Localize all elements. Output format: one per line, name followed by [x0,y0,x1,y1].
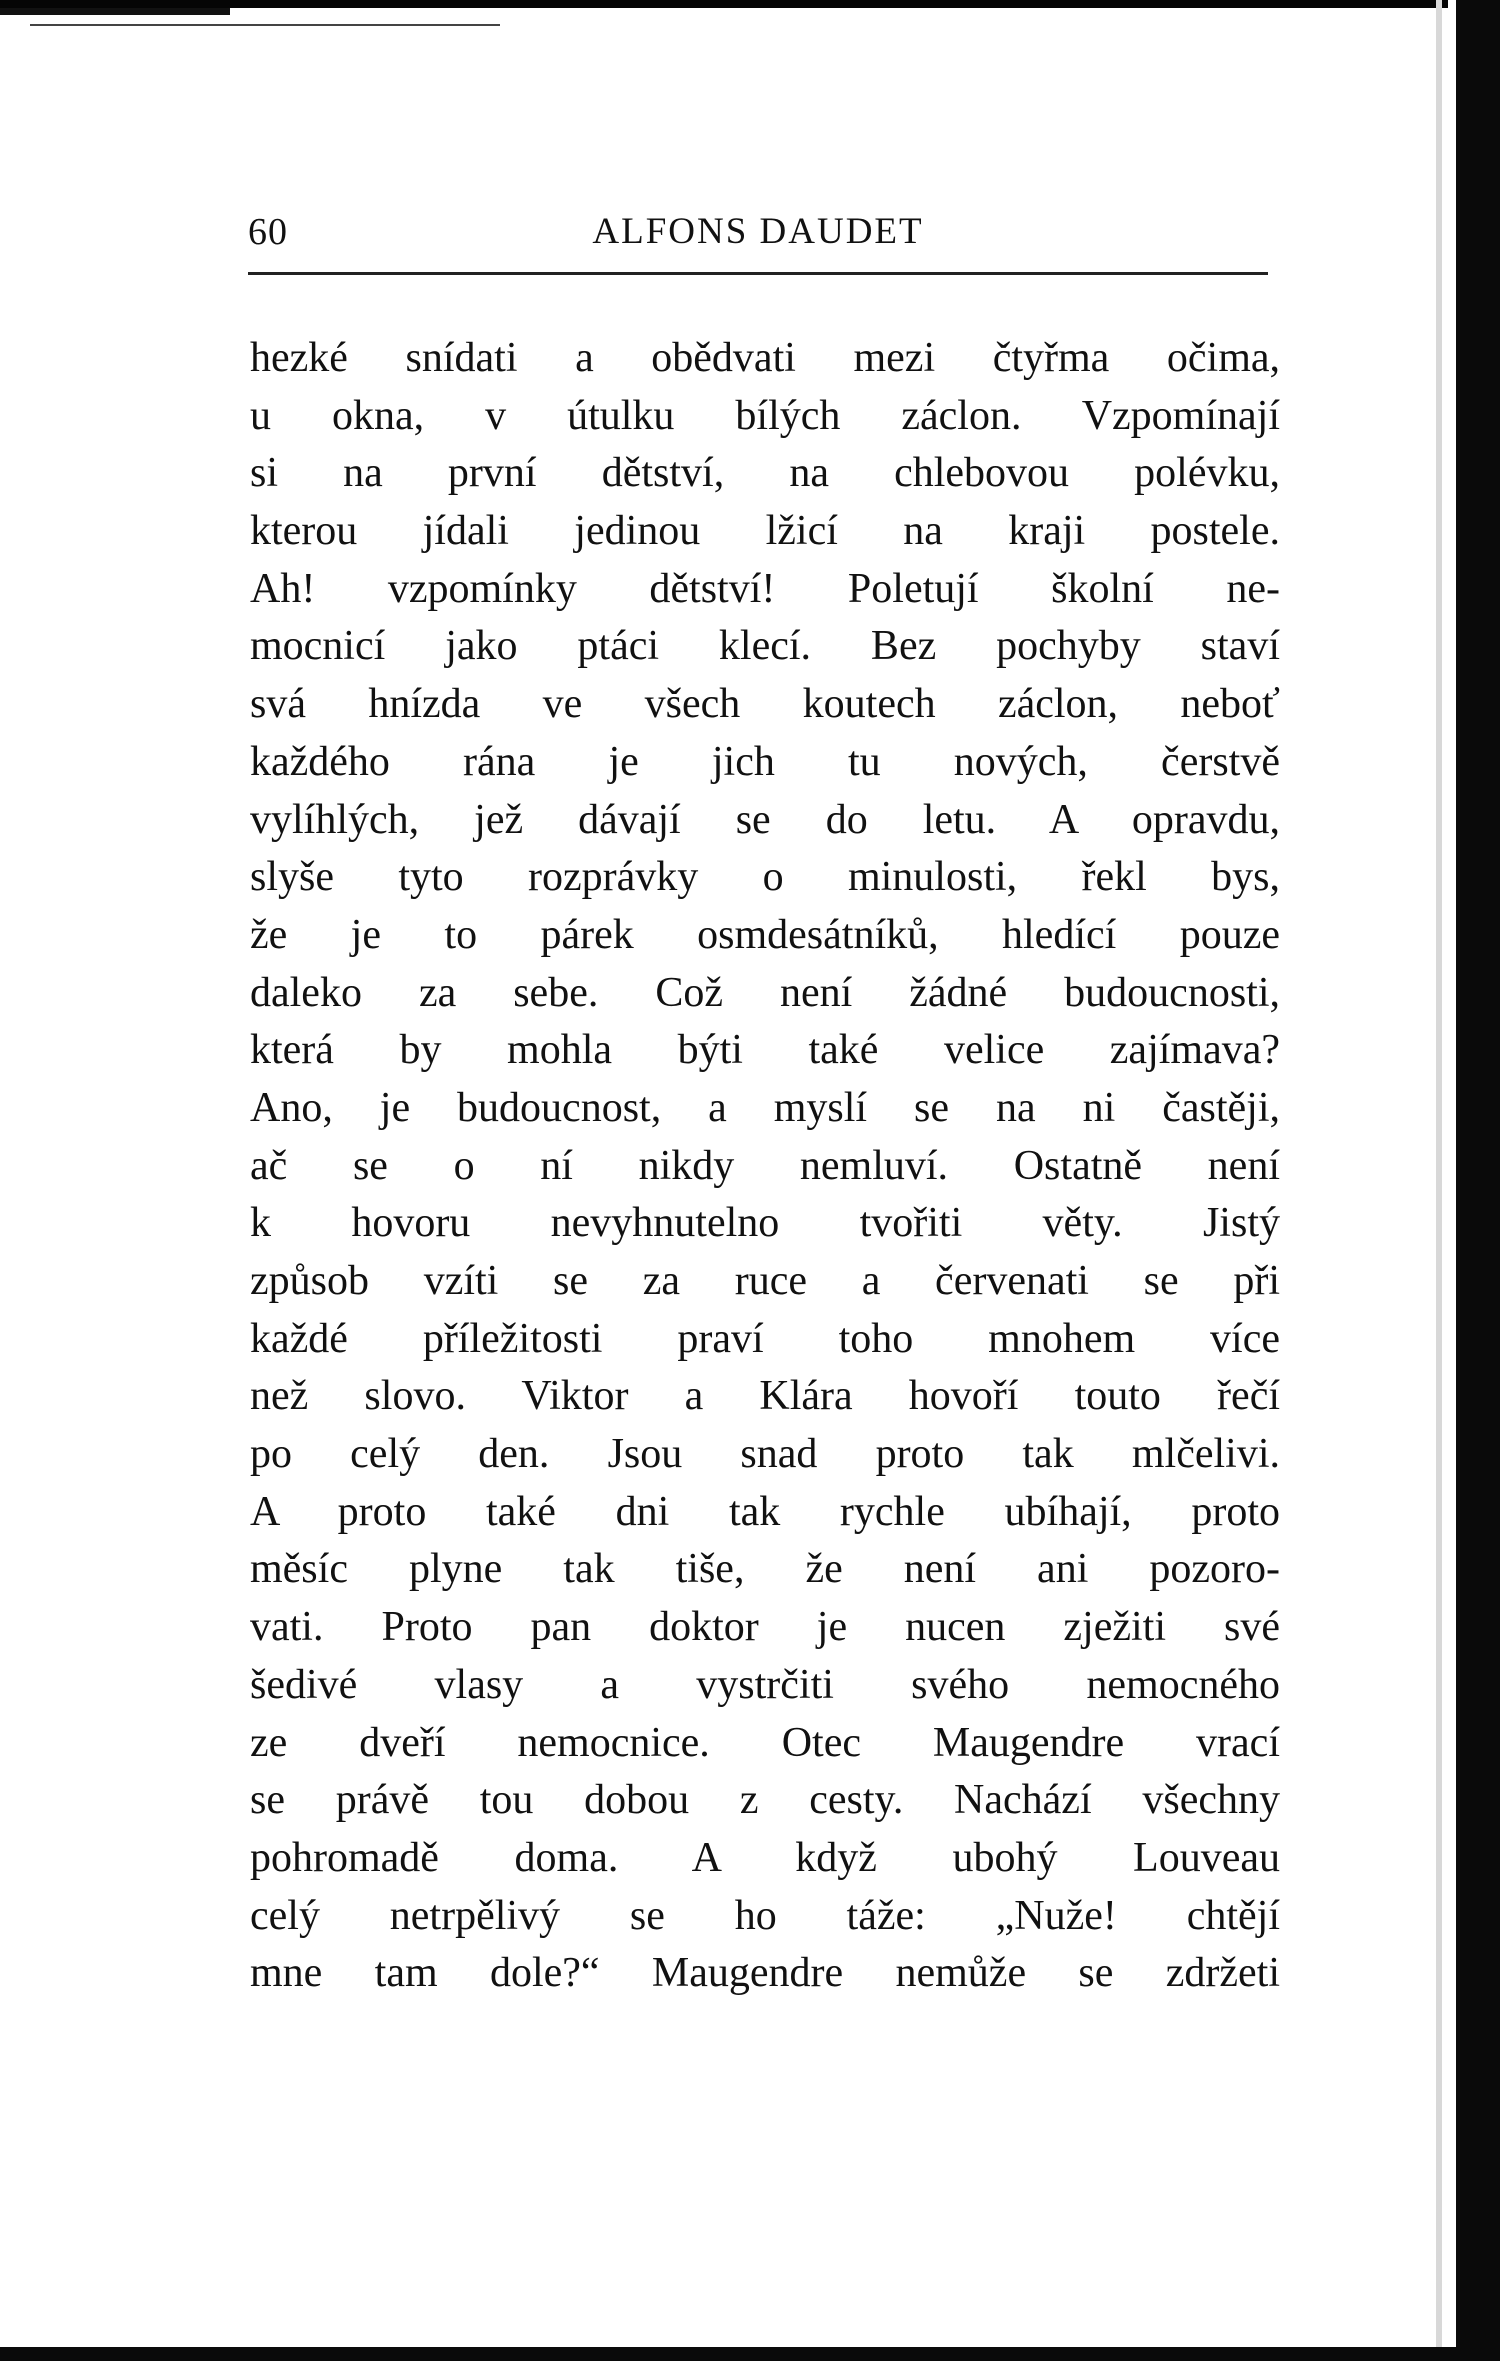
page-number: 60 [248,211,288,253]
text-line: kterou jídali jedinou lžicí na kraji postele. [250,508,1280,555]
text-line: po celý den. Jsou snad proto tak mlčelivi. [250,1431,1280,1478]
text-line: hezké snídati a obědvati mezi čtyřma očima, [250,335,1280,381]
scan-border-bottom [0,2347,1500,2361]
text-line: způsob vzíti se za ruce a červenati se při [250,1258,1280,1304]
text-line: která by mohla býti také velice zajímava? [250,1027,1280,1074]
text-line: vati. Proto pan doktor je nucen zježiti své [250,1604,1280,1651]
text-line: že je to párek osmdesátníků, hledící pouze [250,911,1280,958]
text-line: k hovoru nevyhnutelno tvořiti věty. Jistý [250,1200,1280,1247]
text-line: se právě tou dobou z cesty. Nachází všechny [250,1777,1280,1824]
text-line: měsíc plyne tak tiše, že není ani pozoro- [250,1546,1280,1593]
text-line: ač se o ní nikdy nemluví. Ostatně není [250,1142,1280,1189]
scan-border-right [1448,0,1500,2361]
text-line: slyše tyto rozprávky o minulosti, řekl bys, [250,854,1280,901]
text-line: vylíhlých, jež dávají se do letu. A opravdu, [250,796,1280,843]
running-title: ALFONS DAUDET [592,211,924,252]
text-line: daleko za sebe. Což není žádné budoucnosti, [250,969,1280,1016]
text-line: šedivé vlasy a vystrčiti svého nemocného [250,1661,1280,1708]
text-line: mocnicí jako ptáci klecí. Bez pochyby staví [250,623,1280,670]
text-line: mne tam dole?“ Maugendre nemůže se zdržeti [250,1950,1280,1997]
text-line: pohromadě doma. A když ubohý Louveau [250,1834,1280,1881]
text-line: Ano, je budoucnost, a myslí se na ni častěji, [250,1084,1280,1131]
text-line: každé příležitosti praví toho mnohem více [250,1315,1280,1362]
text-line: celý netrpělivý se ho táže: „Nuže! chtějí [250,1892,1280,1939]
text-line: u okna, v útulku bílých záclon. Vzpomínají [250,392,1280,439]
text-line: ze dveří nemocnice. Otec Maugendre vrací [250,1719,1280,1766]
text-line: každého rána je jich tu nových, čerstvě [250,738,1280,785]
body-text [250,330,1280,2003]
text-line: si na první dětství, na chlebovou polévku, [250,450,1280,497]
text-line: svá hnízda ve všech koutech záclon, neboť [250,681,1280,728]
page-header [248,210,1268,260]
text-line: Ah! vzpomínky dětství! Poletují školní ne- [250,565,1280,612]
text-line: A proto také dni tak rychle ubíhají, proto [250,1488,1280,1535]
header-rule [248,272,1268,275]
text-line: než slovo. Viktor a Klára hovoří touto řečí [250,1373,1280,1420]
